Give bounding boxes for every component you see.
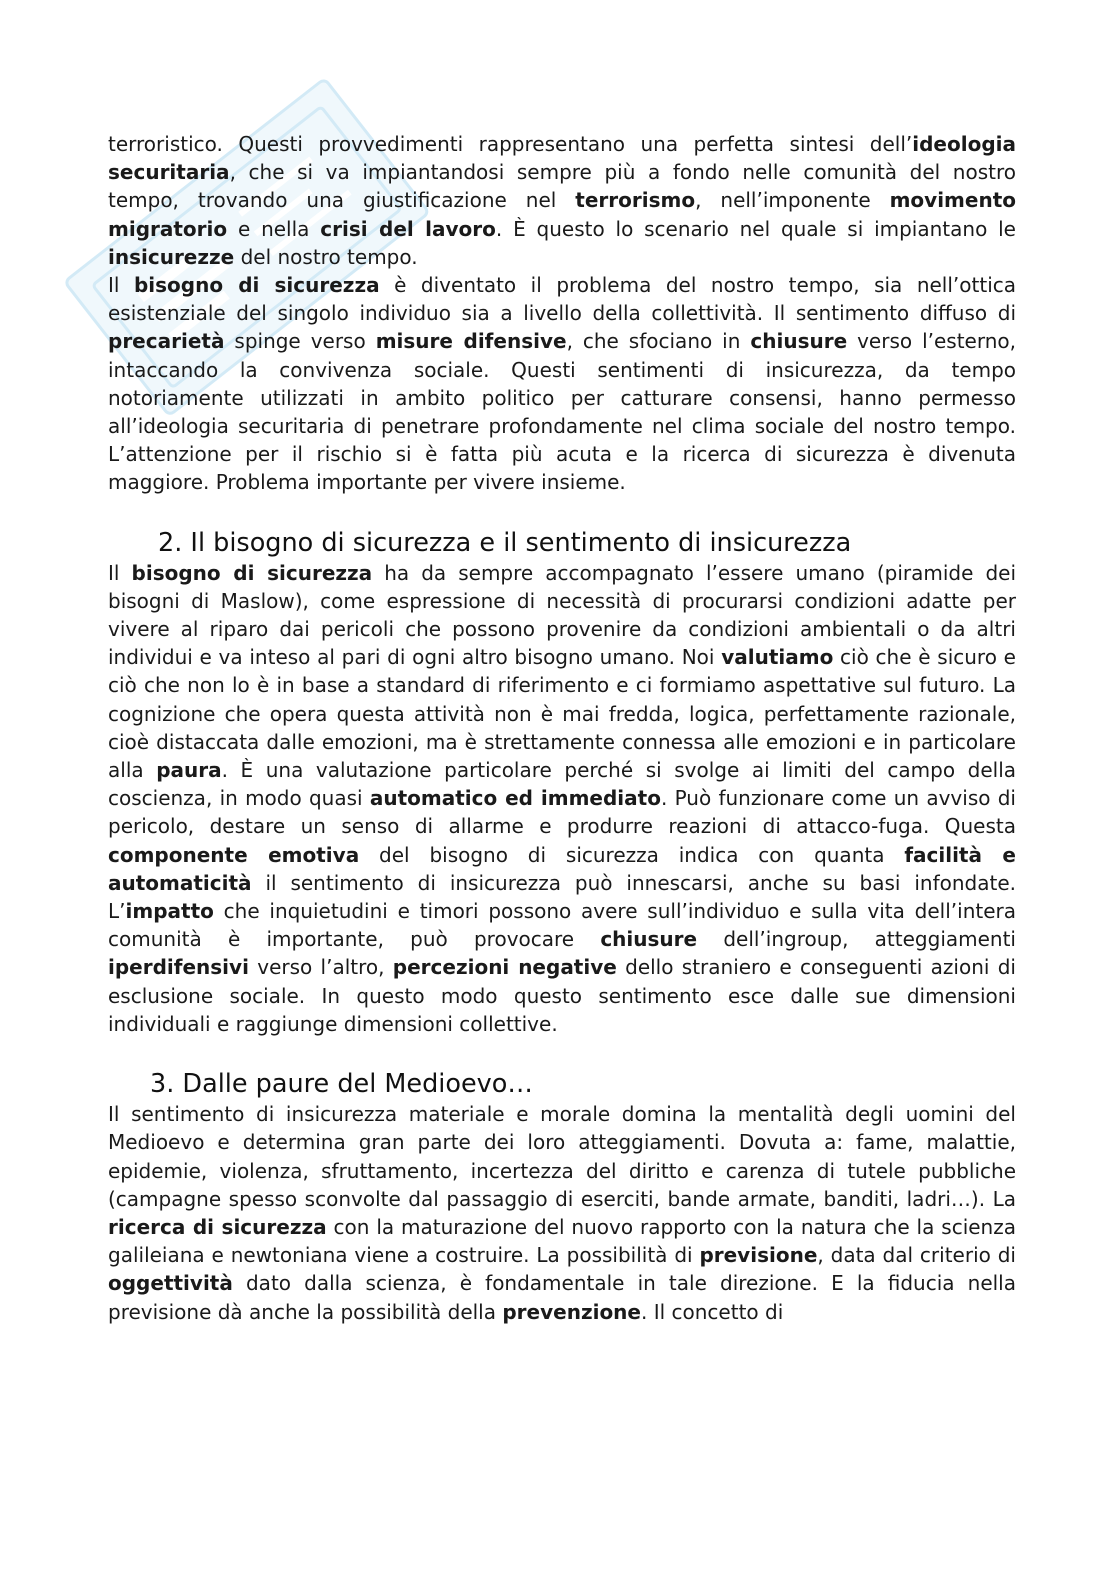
bold-term: impatto [125,899,214,924]
bold-term: precarietà [108,329,225,354]
text-run: . Può funzionare come un avviso di pericolo, destare un senso di allarme e produrre reazioni di attacco-fuga. Questa [108,786,1016,839]
text-run: terroristico. Questi provvedimenti rappresentano una perfetta sintesi dell’ [108,132,913,156]
text-run: . Il concetto di [640,1299,784,1324]
text-run: verso l’altro, [248,955,393,980]
text-run: dato dalla scienza, è fondamentale in tale direzione. E la fiducia nella previsione dà anche la possibilità della [108,1271,1016,1324]
text-run: ha da sempre accompagnato l’essere umano (piramide dei bisogni di Maslow), come espressione di necessità di procurarsi condizioni adatte per vivere al riparo dai pericoli che possono provenire da condizioni ambientali o da altri individui e va inteso al pari di ogni altro bisogno umano. Noi [108,560,1017,670]
text-run: Il sentimento di insicurezza materiale e morale domina la mentalità degli uomini del Medioevo e determina gran parte dei loro atteggiamenti. Dovuta a: fame, malattie, epidemie, violenza, sfruttamento, incertezza del diritto e carenza di tutele pubbliche (campagne spesso sconvolte dal passaggio di eserciti, bande armate, banditi, ladri…). La [108,1102,1016,1211]
bold-term: misure difensive [375,329,567,354]
text-run: spinge verso [224,329,376,354]
bold-term: bisogno di sicurezza [131,560,373,585]
text-run: dell’ingroup, atteggiamenti [697,927,1016,952]
text-run: che inquietudini e timori possono avere sull’individuo e sulla vita dell’intera comunità è importante, può provocare [108,899,1016,952]
bold-term: facilità e automaticità [108,842,1017,895]
text-run: , data dal criterio di [817,1243,1016,1268]
section-heading-3: 3. Dalle paure del Medioevo… [150,1069,533,1100]
text-run: del nostro tempo. [234,244,418,269]
text-run: verso l’esterno, intaccando la convivenza sociale. Questi sentimenti di insicurezza, da tempo notoriamente utilizzati in ambito politico per catturare consensi, hanno permesso all’ideologia securitaria di penetrare profondamente nel clima sociale del nostro tempo. L’attenzione per il rischio si è fatta più acuta e la ricerca di sicurezza è divenuta maggiore. Problema importante per vivere insieme. [108,329,1016,495]
text-run: Il [108,560,132,585]
text-run: con la maturazione del nuovo rapporto con la natura che la scienza galileiana e newtoniana viene a costruire. La possibilità di [108,1214,1016,1268]
bold-term: paura [156,758,222,783]
bold-term: percezioni negative [392,955,617,980]
text-run: è diventato il problema del nostro tempo, sia nell’ottica esistenziale del singolo individuo sia a livello della collettività. Il sentimento diffuso di [108,273,1016,326]
bold-term: oggettività [108,1271,233,1296]
paragraph-section-3 [108,1100,1016,1326]
bold-term: previsione [699,1243,818,1268]
bold-term: iperdifensivi [108,955,249,980]
document-page [108,130,1016,1326]
bold-term: componente emotiva [108,842,360,867]
text-run: Il [108,273,134,298]
bold-term: bisogno di sicurezza [133,273,380,298]
bold-term: insicurezze [108,244,235,269]
bold-term: automatico ed immediato [369,786,661,811]
text-run: il sentimento di insicurezza può innescarsi, anche su basi infondate. L’ [108,870,1016,924]
text-run: , che sfociano in [566,329,751,354]
paragraph-intro [108,130,1016,271]
text-run: . È questo lo scenario nel quale si impiantano le [495,216,1016,241]
bold-term: terrorismo [575,188,696,213]
bold-term: ideologia securitaria [108,132,1016,185]
text-run: . È una valutazione particolare perché si svolge ai limiti del campo della coscienza, in modo quasi [108,758,1017,811]
text-run: del bisogno di sicurezza indica con quanta [359,842,905,867]
bold-term: chiusure [600,927,698,952]
bold-term: valutiamo [721,645,834,670]
section-heading-2: 2. Il bisogno di sicurezza e il sentimento di insicurezza [158,527,852,558]
bold-term: chiusure [750,329,848,354]
text-run: e nella [227,216,321,241]
bold-term: movimento migratorio [108,188,1016,241]
bold-term: prevenzione [502,1299,641,1324]
text-run: , nell’imponente [695,188,890,213]
text-run: , che si va impiantandosi sempre più a fondo nelle comunità del nostro tempo, trovando una giustificazione nel [108,160,1016,213]
text-run: dello straniero e conseguenti azioni di esclusione sociale. In questo modo questo sentimento esce dalle sue dimensioni individuali e raggiunge dimensioni collettive. [108,955,1016,1036]
bold-term: ricerca di sicurezza [108,1214,327,1239]
paragraph-section-2 [108,559,1016,1038]
paragraph-bisogno-sicurezza [108,271,1016,497]
bold-term: crisi del lavoro [320,216,496,241]
text-run: ciò che è sicuro e ciò che non lo è in base a standard di riferimento e ci formiamo aspettative sul futuro. La cognizione che opera questa attività non è mai fredda, logica, perfettamente razionale, cioè distaccata dalle emozioni, ma è strettamente connessa alle emozioni e in particolare alla [108,645,1016,783]
